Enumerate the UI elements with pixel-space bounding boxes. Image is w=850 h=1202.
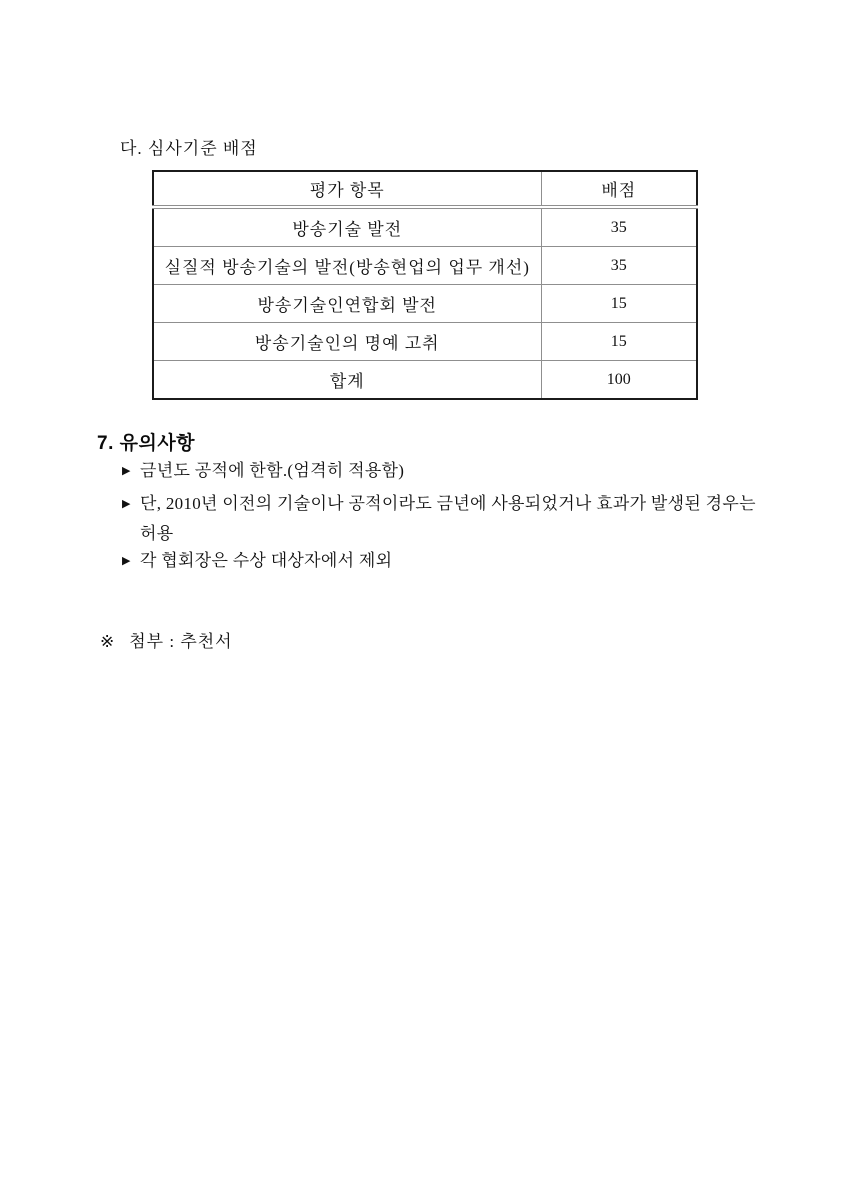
cell-score: 15 [541,323,697,361]
note-text: 금년도 공적에 한함.(엄격히 적용함) [140,461,405,480]
column-header-eval-item: 평가 항목 [153,171,541,207]
table-row [153,247,697,285]
triangle-bullet-icon: ▶ [122,555,131,567]
triangle-bullet-icon: ▶ [122,465,131,477]
triangle-bullet-icon: ▶ [122,498,131,510]
attachment-line [100,627,233,652]
table-row [153,361,697,400]
cell-eval-item: 방송기술 발전 [153,207,541,247]
section-heading-da: 다. 심사기준 배점 [120,139,258,158]
cell-eval-item: 합계 [153,361,541,400]
cell-score: 100 [541,361,697,400]
cell-score: 35 [541,247,697,285]
note-text: 단, 2010년 이전의 기술이나 공적이라도 금년에 사용되었거나 효과가 발생된 경우는 [140,494,756,513]
note-item [122,489,782,549]
cell-eval-item: 방송기술인의 명예 고취 [153,323,541,361]
note-item [122,546,782,576]
note-item [122,456,782,486]
cell-eval-item: 방송기술인연합회 발전 [153,285,541,323]
cell-score: 35 [541,207,697,247]
table-row [153,207,697,247]
attachment-text: 첨부 : 추천서 [129,632,233,651]
table-row [153,285,697,323]
reference-mark-icon: ※ [100,632,116,651]
note-text: 각 협회장은 수상 대상자에서 제외 [140,551,393,570]
scoring-table [152,170,698,400]
cell-score: 15 [541,285,697,323]
note-text: 허용 [140,524,174,543]
table-row [153,323,697,361]
cell-eval-item: 실질적 방송기술의 발전(방송현업의 업무 개선) [153,247,541,285]
table-header-row [153,171,697,207]
notes-section-heading: 7. 유의사항 [97,433,196,454]
column-header-score: 배점 [541,171,697,207]
